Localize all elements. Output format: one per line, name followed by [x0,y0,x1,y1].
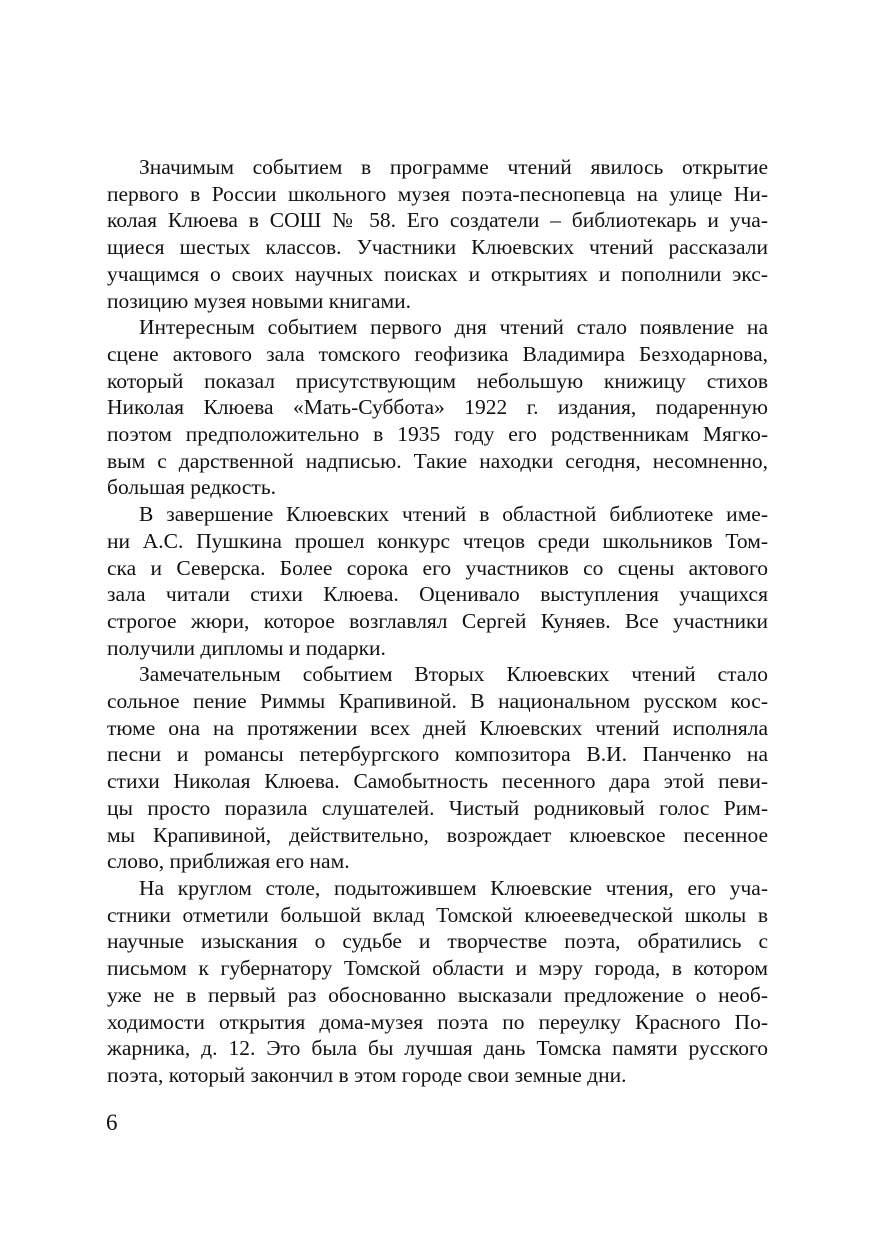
text-line: сцене актового зала томского геофизика Владимира Безходарнова, [107,341,768,366]
text-line: Замечательным событием Вторых Клюевских чтений стало [139,662,768,687]
text-line: который показал присутствующим небольшую книжицу стихов [107,368,768,393]
text-line: учащимся о своих научных поисках и открытиях и пополнили экс- [107,261,768,286]
text-line: цы просто поразила слушателей. Чистый родниковый голос Рим- [107,795,768,820]
text-line: уже не в первый раз обоснованно высказали предложение о необ- [107,982,768,1007]
page-number: 6 [106,1110,118,1135]
text-line: стихи Николая Клюева. Самобытность песенного дара этой певи- [107,769,768,794]
text-line: В завершение Клюевских чтений в областной библиотеке име- [139,502,768,527]
text-line: поэта, который закончил в этом городе свои земные дни. [107,1062,627,1087]
text-line: Николая Клюева «Мать-Суббота» 1922 г. издания, подаренную [107,395,768,420]
text-line: стники отметили большой вклад Томской клюееведческой школы в [107,902,768,927]
paragraph [107,661,768,875]
paragraph [107,875,768,1089]
body-text [107,154,768,1089]
text-line: слово, приближая его нам. [107,849,350,874]
text-line: Значимым событием в программе чтений явилось открытие [139,155,768,179]
text-line: ска и Северска. Более сорока его участников со сцены актового [107,555,768,580]
text-line: письмом к губернатору Томской области и мэру города, в котором [107,956,768,981]
paragraph [107,154,768,314]
text-line: щиеся шестых классов. Участники Клюевских чтений рассказали [107,235,768,260]
text-line: ни А.С. Пушкина прошел конкурс чтецов среди школьников Том- [107,528,768,553]
text-line: колая Клюева в СОШ № 58. Его создатели – библиотекарь и уча- [107,208,768,233]
text-line: На круглом столе, подытожившем Клюевские чтения, его уча- [139,875,768,900]
paragraph [107,501,768,661]
text-line: большая редкость. [107,475,277,500]
text-line: мы Крапивиной, действительно, возрождает клюевское песенное [107,822,768,847]
text-line: сольное пение Риммы Крапивиной. В национальном русском кос- [107,689,768,714]
text-line: поэтом предположительно в 1935 году его родственникам Мягко- [107,422,768,447]
text-line: научные изыскания о судьбе и творчестве поэта, обратились с [107,929,768,954]
paragraph [107,314,768,501]
text-line: строгое жюри, которое возглавлял Сергей Куняев. Все участники [107,608,768,633]
text-line: Интересным событием первого дня чтений стало появление на [139,315,768,340]
text-line: позицию музея новыми книгами. [107,288,412,313]
text-line: жарника, д. 12. Это была бы лучшая дань Томска памяти русского [107,1036,768,1061]
text-line: первого в России школьного музея поэта-песнопевца на улице Ни- [107,181,768,206]
text-line: вым с дарственной надписью. Такие находки сегодня, несомненно, [107,448,768,473]
text-line: тюме она на протяжении всех дней Клюевских чтений исполняла [107,715,768,740]
text-line: ходимости открытия дома-музея поэта по переулку Красного По- [107,1009,768,1034]
text-line: песни и романсы петербургского композитора В.И. Панченко на [107,742,768,767]
text-line: зала читали стихи Клюева. Оценивало выступления учащихся [107,582,768,607]
text-line: получили дипломы и подарки. [107,635,386,660]
